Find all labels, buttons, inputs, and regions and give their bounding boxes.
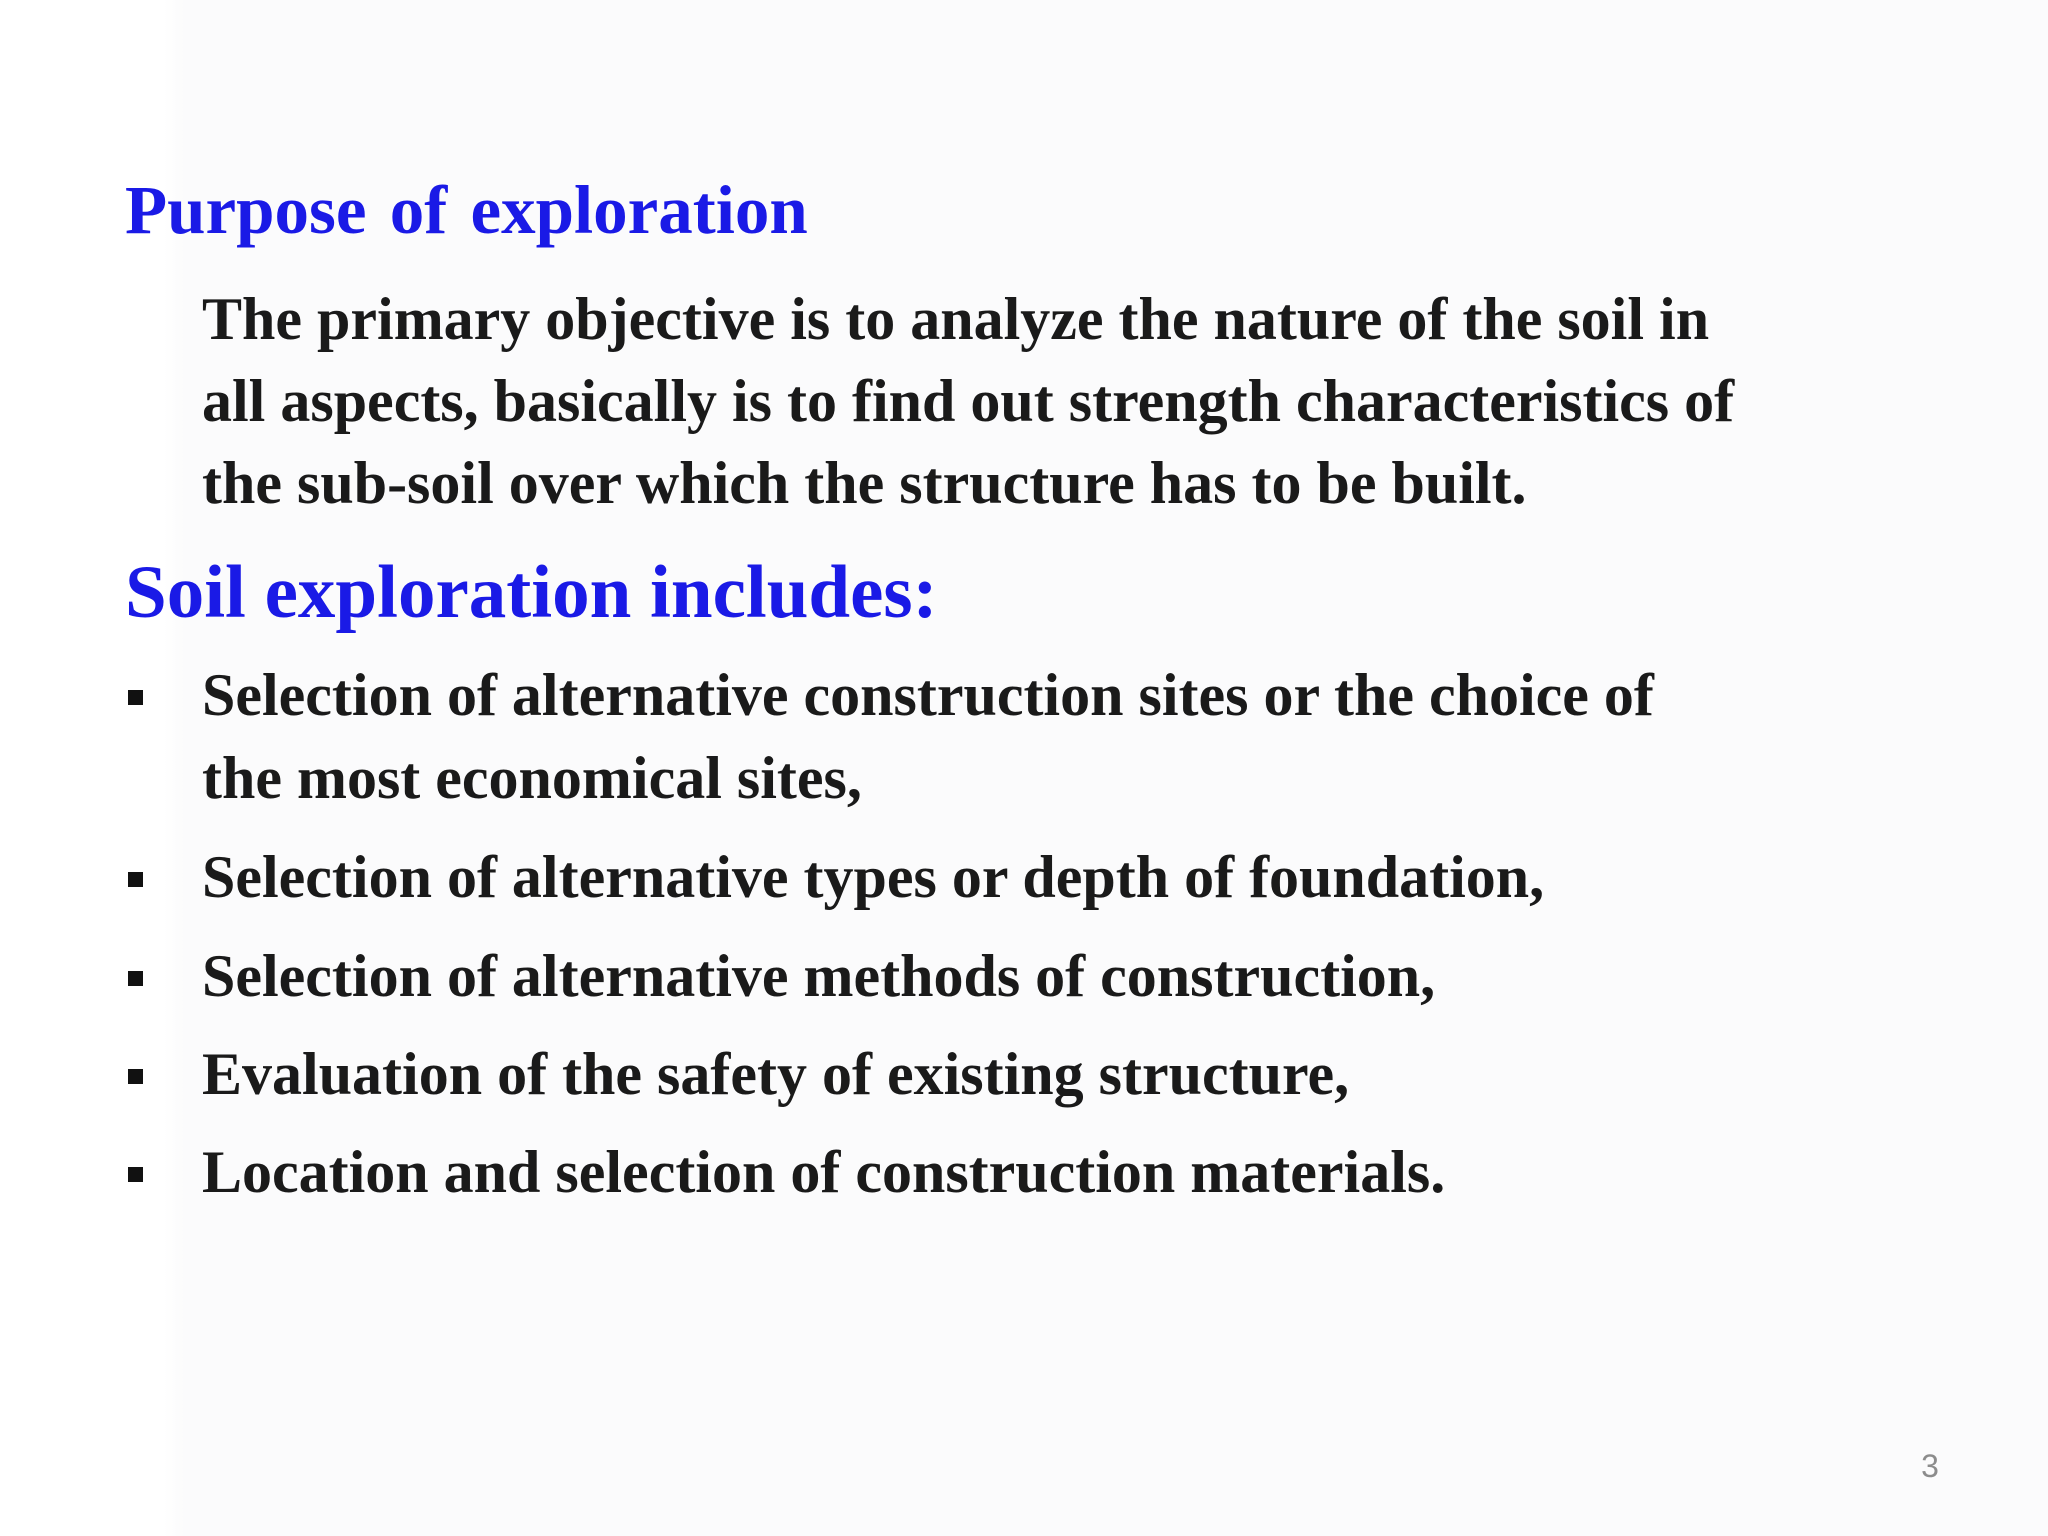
square-bullet-icon [128,1069,143,1084]
square-bullet-icon [128,971,143,986]
square-bullet-icon [128,872,143,887]
list-item-text: Selection of alternative methods of construction, [202,943,1436,1009]
heading-soil-exploration-includes: Soil exploration includes: [125,551,938,634]
list-item-text: Location and selection of construction materials. [202,1139,1446,1205]
list-item-text: Evaluation of the safety of existing structure, [202,1041,1350,1107]
page-number: 3 [1921,1448,1939,1484]
square-bullet-icon [128,690,143,705]
purpose-paragraph: The primary objective is to analyze the nature of the soil in all aspects, basically is to find out strength characteristics of the sub-soil over which the structure has to be built. [202,286,1735,516]
square-bullet-icon [128,1167,143,1182]
list-item-text: Selection of alternative construction sites or the choice of the most economical sites, [202,662,1654,811]
list-item-text: Selection of alternative types or depth of foundation, [202,844,1545,910]
heading-purpose-of-exploration: Purpose of exploration [125,172,808,248]
